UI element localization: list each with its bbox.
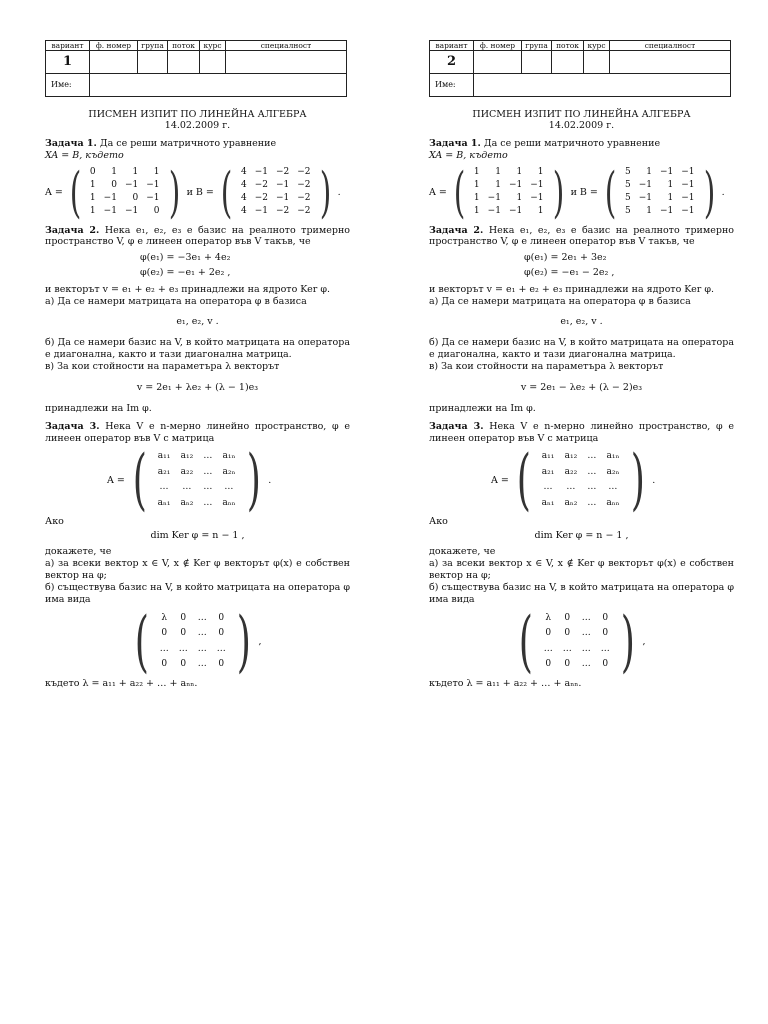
header-group: група — [522, 41, 552, 51]
matrix-cell: a₂₂ — [564, 466, 578, 477]
matrix-row — [86, 206, 164, 219]
task-2-image: принадлежи на Im φ. — [45, 402, 152, 414]
matrix-cell: −2 — [275, 167, 290, 178]
matrix-cell: 4 — [240, 180, 247, 191]
task-2-eq1: φ(e₁) = −3e₁ + 4e₂ — [140, 252, 231, 264]
matrix-cell: −1 — [124, 180, 139, 191]
matrix-cell: 0 — [153, 206, 160, 217]
matrix-cell: 1 — [646, 206, 652, 217]
task-2-basis: e₁, e₂, v . — [560, 316, 603, 328]
matrix-row — [621, 180, 699, 193]
matrix-cell: … — [159, 482, 169, 493]
task-3-where: където λ = a₁₁ + a₂₂ + … + aₙₙ. — [45, 677, 198, 689]
matrix-cell: … — [581, 659, 591, 670]
course-field — [200, 51, 226, 74]
matrix-row — [539, 657, 615, 673]
matrix-cell: 0 — [180, 612, 187, 623]
matrix-cell: 0 — [602, 659, 609, 670]
header-variant: вариант — [46, 41, 90, 51]
group-field — [138, 51, 168, 74]
matrix-cell: … — [197, 612, 207, 623]
header-table — [429, 40, 731, 97]
matrix-cell: −1 — [530, 180, 544, 191]
matrix-cell: 0 — [545, 628, 552, 639]
matrix-cell: −2 — [254, 180, 268, 191]
matrix-cell: … — [587, 466, 597, 477]
matrix-row — [539, 611, 615, 627]
matrix-cell: 0 — [89, 167, 96, 178]
matrix-cell: a₁₂ — [180, 451, 194, 462]
matrix-cell: 1 — [516, 193, 523, 204]
matrix-row — [470, 206, 548, 219]
matrix-cell: −1 — [681, 206, 695, 217]
matrix-cell: 0 — [218, 659, 225, 670]
matrix-cell: −2 — [297, 206, 311, 217]
matrix-cell: −1 — [275, 180, 290, 191]
matrix-cell: 0 — [111, 180, 117, 191]
matrix-cell: −1 — [681, 193, 695, 204]
task-3-dim: dim Ker φ = n − 1 , — [534, 530, 629, 542]
matrix-cell: 0 — [161, 659, 168, 670]
task-3-matrix-row: A = ( a₁₁ a₁₂ … a₁ₙ a₂₁ a₂₂ … a₂ₙ … … … … aₙ₁ aₙ₂ … aₙₙ ) . — [491, 441, 656, 519]
matrix-cell: 5 — [624, 180, 631, 191]
matrix-cell: 0 — [161, 628, 168, 639]
task-1 — [45, 137, 350, 224]
exam-date: 14.02.2009 г. — [548, 120, 615, 132]
matrix-cell: … — [203, 482, 213, 493]
lambda-matrix: ( λ 0 … 0 0 0 … 0 … … … … 0 0 … 0 ) — [134, 602, 251, 680]
matrix-cell: aₙₙ — [606, 497, 620, 508]
header-group: група — [138, 41, 168, 51]
matrix-cell: 1 — [153, 167, 160, 178]
matrix-row — [539, 626, 615, 642]
task-3-label: Задача 3. — [429, 420, 484, 432]
exam-title-block — [45, 109, 350, 132]
matrix-cell: 0 — [218, 612, 225, 623]
matrix-cell: 1 — [473, 180, 480, 191]
matrix-cell: … — [182, 482, 192, 493]
matrix-cell: 5 — [624, 206, 631, 217]
specialty-field — [610, 51, 731, 74]
matrix-cell: 1 — [495, 180, 501, 191]
matrix-b: ( 4 −1 −2 −2 4 −2 −1 −2 4 −2 −1 −2 4 −1 −2 −2 ) — [220, 160, 331, 224]
variant-number: 1 — [46, 51, 90, 74]
matrix-row — [155, 642, 231, 658]
matrix-cell: 0 — [180, 628, 187, 639]
matrix-cell: aₙ₁ — [157, 497, 171, 508]
matrix-cell: −2 — [275, 206, 290, 217]
task-2-kernel: и векторът v = e₁ + e₂ + e₃ принадлежи на ядрото Ker φ. — [429, 283, 714, 295]
course-field — [584, 51, 610, 74]
matrix-cell: −1 — [487, 206, 501, 217]
task-3 — [429, 421, 734, 690]
matrix-cell: a₂₁ — [541, 466, 555, 477]
task-3-prove: докажете, че — [429, 546, 496, 558]
task-2-vector: v = 2e₁ − λe₂ + (λ − 2)e₃ — [520, 381, 643, 393]
task-2-part-c: в) За кои стойности на параметъра λ векторът — [429, 361, 664, 373]
task-3-part-a: а) за всеки вектор x ∈ V, x ∉ Ker φ векторът φ(x) е собствен вектор на φ; — [45, 558, 350, 581]
matrix-cell: … — [203, 451, 213, 462]
header-faculty-number: ф. номер — [90, 41, 138, 51]
exam-variant-1 — [45, 40, 350, 689]
matrix-row — [537, 496, 625, 512]
matrix-cell: λ — [161, 612, 168, 623]
task-3-part-a: а) за всеки вектор x ∈ V, x ∉ Ker φ векторът φ(x) е собствен вектор на φ; — [429, 558, 734, 581]
matrix-cell: −1 — [103, 193, 117, 204]
matrix-row — [153, 465, 241, 481]
task-2-equations — [524, 251, 734, 280]
matrix-cell: −1 — [681, 167, 695, 178]
matrix-cell: 1 — [132, 167, 139, 178]
matrix-cell: 1 — [646, 167, 652, 178]
matrix-cell: −1 — [275, 193, 290, 204]
header-variant: вариант — [430, 41, 474, 51]
task-3-lambda-row: ( λ 0 … 0 0 0 … 0 … … … … 0 0 … 0 ) , — [511, 611, 734, 673]
matrix-cell: 1 — [537, 206, 544, 217]
matrix-cell: 0 — [602, 612, 609, 623]
matrix-cell: … — [197, 643, 207, 654]
faculty-number-field — [474, 51, 522, 74]
matrix-cell: 5 — [624, 193, 631, 204]
matrix-row — [621, 206, 699, 219]
matrix-a-label: A = — [45, 186, 63, 198]
matrix-row — [621, 167, 699, 180]
matrix-cell: 0 — [180, 659, 187, 670]
matrix-cell: −2 — [297, 180, 311, 191]
matrix-cell: … — [224, 482, 234, 493]
group-field — [522, 51, 552, 74]
task-3-where: където λ = a₁₁ + a₂₂ + … + aₙₙ. — [429, 677, 582, 689]
matrix-cell: a₁ₙ — [222, 451, 236, 462]
header-stream: поток — [552, 41, 584, 51]
task-1 — [429, 137, 734, 224]
task-2-part-b: б) Да се намери базис на V, в който матрицата на оператора е диагонална, както и тази диагонална матрица. — [45, 337, 350, 361]
task-2 — [429, 225, 734, 415]
task-1-label: Задача 1. — [45, 137, 97, 149]
matrix-cell: −2 — [254, 193, 268, 204]
matrix-row — [237, 193, 315, 206]
matrix-cell: … — [543, 643, 553, 654]
matrix-cell: −2 — [297, 193, 311, 204]
matrix-cell: a₁₁ — [541, 451, 555, 462]
task-3-text: Нека V е n-мерно линейно пространство, φ е линеен оператор във V с матрица — [429, 420, 734, 444]
task-2 — [45, 225, 350, 415]
task-2-text: Нека e₁, e₂, e₃ е базис на реалното тримерно пространство V, φ е линеен оператор във V такъв, че — [429, 224, 734, 248]
matrix-cell: … — [178, 643, 188, 654]
matrix-cell: … — [203, 466, 213, 477]
lambda-matrix: ( λ 0 … 0 0 0 … 0 … … … … 0 0 … 0 ) — [518, 602, 635, 680]
header-course: курс — [584, 41, 610, 51]
matrix-a: ( 1 1 1 1 1 1 −1 −1 1 −1 1 −1 1 −1 −1 1 ) — [453, 160, 564, 224]
matrix-row — [86, 180, 164, 193]
task-1-text: Да се реши матричното уравнение — [483, 137, 661, 149]
matrix-cell: 1 — [89, 193, 96, 204]
header-stream: поток — [168, 41, 200, 51]
task-3-prove: докажете, че — [45, 546, 112, 558]
matrix-b: ( 5 1 −1 −1 5 −1 1 −1 5 −1 1 −1 5 1 −1 −1 ) — [604, 160, 715, 224]
matrix-a-label: A = — [107, 474, 125, 486]
matrix-cell: … — [587, 451, 597, 462]
matrix-cell: 1 — [89, 180, 96, 191]
header-specialty: специалност — [226, 41, 347, 51]
matrix-cell: a₁₂ — [564, 451, 578, 462]
matrix-cell: 1 — [537, 167, 544, 178]
matrix-cell: … — [197, 659, 207, 670]
task-2-part-c: в) За кои стойности на параметъра λ векторът — [45, 361, 280, 373]
task-2-text: Нека e₁, e₂, e₃ е базис на реалното тримерно пространство V, φ е линеен оператор във V такъв, че — [45, 224, 350, 248]
matrix-cell: … — [608, 482, 618, 493]
matrix-cell: λ — [545, 612, 552, 623]
matrix-cell: −1 — [124, 206, 139, 217]
matrix-cell: … — [197, 628, 207, 639]
task-3-if: Ако — [429, 516, 448, 528]
task-3-lambda-row: ( λ 0 … 0 0 0 … 0 … … … … 0 0 … 0 ) , — [127, 611, 350, 673]
matrix-row — [153, 496, 241, 512]
matrix-cell: 1 — [473, 206, 480, 217]
matrix-cell: 1 — [473, 167, 480, 178]
matrix-cell: 4 — [240, 193, 247, 204]
task-2-eq2: φ(e₂) = −e₁ + 2e₂ , — [140, 267, 231, 278]
task-1-label: Задача 1. — [429, 137, 481, 149]
specialty-field — [226, 51, 347, 74]
matrix-row — [153, 449, 241, 465]
matrix-cell: … — [543, 482, 553, 493]
task-2-eq2: φ(e₂) = −e₁ − 2e₂ , — [524, 267, 615, 278]
exam-title-block — [429, 109, 734, 132]
variant-number: 2 — [430, 51, 474, 74]
name-field — [90, 74, 347, 97]
matrix-cell: 0 — [564, 628, 571, 639]
header-specialty: специалност — [610, 41, 731, 51]
matrix-cell: 0 — [545, 659, 552, 670]
matrix-cell: … — [581, 612, 591, 623]
task-2-part-a: а) Да се намери матрицата на оператора φ в базиса — [45, 295, 307, 307]
matrix-cell: … — [159, 643, 169, 654]
matrix-cell: … — [587, 497, 597, 508]
matrix-cell: 0 — [132, 193, 139, 204]
task-3-part-b: б) съществува базис на V, в който матрицата на оператора φ има вида — [429, 581, 734, 605]
matrix-row — [153, 480, 241, 496]
matrix-row — [155, 626, 231, 642]
name-label: Име: — [46, 74, 90, 97]
matrix-cell: −1 — [638, 180, 652, 191]
task-3-text: Нека V е n-мерно линейно пространство, φ е линеен оператор във V с матрица — [45, 420, 350, 444]
header-table — [45, 40, 347, 97]
matrix-row — [237, 206, 315, 219]
matrix-row — [155, 611, 231, 627]
task-1-text: Да се реши матричното уравнение — [99, 137, 277, 149]
matrix-cell: a₂₁ — [157, 466, 171, 477]
matrix-cell: a₁₁ — [157, 451, 171, 462]
task-2-part-b: б) Да се намери базис на V, в който матрицата на оператора е диагонална, както и тази диагонална матрица. — [429, 337, 734, 361]
matrix-cell: −1 — [487, 193, 501, 204]
exam-title: ПИСМЕН ИЗПИТ ПО ЛИНЕЙНА АЛГЕБРА — [88, 109, 307, 120]
task-3 — [45, 421, 350, 690]
task-2-eq1: φ(e₁) = 2e₁ + 3e₂ — [524, 252, 607, 264]
name-field — [474, 74, 731, 97]
matrix-row — [155, 657, 231, 673]
matrix-cell: aₙ₁ — [541, 497, 555, 508]
matrix-cell: … — [581, 643, 591, 654]
matrix-row — [237, 167, 315, 180]
exam-variant-2 — [429, 40, 734, 689]
matrix-cell: −1 — [638, 193, 652, 204]
matrix-cell: a₂ₙ — [222, 466, 236, 477]
task-1-matrices: A = ( 1 1 1 1 1 1 −1 −1 1 −1 1 −1 1 −1 −1 1 ) и B = ( 5 1 −1 −1 5 −1 1 −1 5 −1 1 −1 5 1 −1 −1 ) . — [429, 160, 725, 224]
matrix-row — [86, 193, 164, 206]
task-2-label: Задача 2. — [429, 224, 484, 236]
matrix-cell: 4 — [240, 167, 247, 178]
matrix-cell: … — [216, 643, 226, 654]
matrix-cell: … — [600, 643, 610, 654]
matrix-cell: aₙₙ — [222, 497, 236, 508]
matrix-cell: −1 — [146, 180, 160, 191]
task-3-dim: dim Ker φ = n − 1 , — [150, 530, 245, 542]
matrix-row — [86, 167, 164, 180]
matrix-row — [539, 642, 615, 658]
task-3-if: Ако — [45, 516, 64, 528]
matrix-cell: … — [566, 482, 576, 493]
task-3-part-b: б) съществува базис на V, в който матрицата на оператора φ има вида — [45, 581, 350, 605]
matrix-cell: 4 — [240, 206, 247, 217]
task-1-matrices: A = ( 0 1 1 1 1 0 −1 −1 1 −1 0 −1 1 −1 −1 0 ) и B = ( 4 −1 −2 −2 4 −2 −1 −2 4 −2 −1 −2 4 −1 −2 −2 ) . — [45, 160, 341, 224]
exam-date: 14.02.2009 г. — [164, 120, 231, 132]
matrix-row — [237, 180, 315, 193]
matrix-a-label: A = — [429, 186, 447, 198]
task-2-vector: v = 2e₁ + λe₂ + (λ − 1)e₃ — [136, 381, 259, 393]
matrix-row — [470, 193, 548, 206]
matrix-cell: −1 — [146, 193, 160, 204]
matrix-cell: 1 — [516, 167, 523, 178]
matrix-cell: a₂₂ — [180, 466, 194, 477]
header-faculty-number: ф. номер — [474, 41, 522, 51]
matrix-cell: −1 — [103, 206, 117, 217]
matrix-cell: … — [562, 643, 572, 654]
matrix-cell: aₙ₂ — [564, 497, 578, 508]
matrix-cell: 0 — [564, 612, 571, 623]
matrix-row — [470, 180, 548, 193]
matrix-cell: −1 — [508, 206, 523, 217]
matrix-cell: −1 — [530, 193, 544, 204]
task-2-part-a: а) Да се намери матрицата на оператора φ в базиса — [429, 295, 691, 307]
matrix-row — [537, 465, 625, 481]
matrix-cell: … — [203, 497, 213, 508]
stream-field — [552, 51, 584, 74]
task-2-image: принадлежи на Im φ. — [429, 402, 536, 414]
task-2-label: Задача 2. — [45, 224, 100, 236]
task-1-equation: XA = B, където — [429, 149, 508, 161]
matrix-cell: … — [581, 628, 591, 639]
matrix-cell: aₙ₂ — [180, 497, 194, 508]
matrix-cell: −1 — [659, 206, 674, 217]
stream-field — [168, 51, 200, 74]
matrix-cell: 1 — [473, 193, 480, 204]
matrix-cell: a₂ₙ — [606, 466, 620, 477]
matrix-row — [537, 449, 625, 465]
matrix-cell: −2 — [297, 167, 311, 178]
matrix-cell: 0 — [602, 628, 609, 639]
task-2-kernel: и векторът v = e₁ + e₂ + e₃ принадлежи на ядрото Ker φ. — [45, 283, 330, 295]
matrix-cell: −1 — [508, 180, 523, 191]
exam-title: ПИСМЕН ИЗПИТ ПО ЛИНЕЙНА АЛГЕБРА — [472, 109, 691, 120]
task-3-label: Задача 3. — [45, 420, 100, 432]
matrix-cell: −1 — [254, 206, 268, 217]
matrix-cell: −1 — [659, 167, 674, 178]
matrix-cell: 1 — [89, 206, 96, 217]
task-1-equation: XA = B, където — [45, 149, 124, 161]
header-course: курс — [200, 41, 226, 51]
matrix-cell: 0 — [564, 659, 571, 670]
matrix-b-label: и B = — [570, 186, 598, 198]
name-label: Име: — [430, 74, 474, 97]
matrix-a-label: A = — [491, 474, 509, 486]
matrix-cell: a₁ₙ — [606, 451, 620, 462]
matrix-cell: 1 — [111, 167, 117, 178]
matrix-cell: … — [587, 482, 597, 493]
task-2-basis: e₁, e₂, v . — [176, 316, 219, 328]
matrix-cell: 1 — [495, 167, 501, 178]
matrix-cell: −1 — [254, 167, 268, 178]
matrix-cell: 0 — [218, 628, 225, 639]
faculty-number-field — [90, 51, 138, 74]
matrix-row — [537, 480, 625, 496]
matrix-cell: 1 — [667, 193, 674, 204]
general-matrix: ( a₁₁ a₁₂ … a₁ₙ a₂₁ a₂₂ … a₂ₙ … … … … aₙ₁ aₙ₂ … aₙₙ ) — [132, 441, 261, 519]
matrix-b-label: и B = — [186, 186, 214, 198]
matrix-cell: 5 — [624, 167, 631, 178]
matrix-cell: −1 — [681, 180, 695, 191]
task-2-equations — [140, 251, 350, 280]
matrix-row — [621, 193, 699, 206]
task-3-matrix-row: A = ( a₁₁ a₁₂ … a₁ₙ a₂₁ a₂₂ … a₂ₙ … … … … aₙ₁ aₙ₂ … aₙₙ ) . — [107, 441, 272, 519]
general-matrix: ( a₁₁ a₁₂ … a₁ₙ a₂₁ a₂₂ … a₂ₙ … … … … aₙ₁ aₙ₂ … aₙₙ ) — [516, 441, 645, 519]
matrix-cell: 1 — [667, 180, 674, 191]
matrix-a: ( 0 1 1 1 1 0 −1 −1 1 −1 0 −1 1 −1 −1 0 ) — [69, 160, 180, 224]
matrix-row — [470, 167, 548, 180]
